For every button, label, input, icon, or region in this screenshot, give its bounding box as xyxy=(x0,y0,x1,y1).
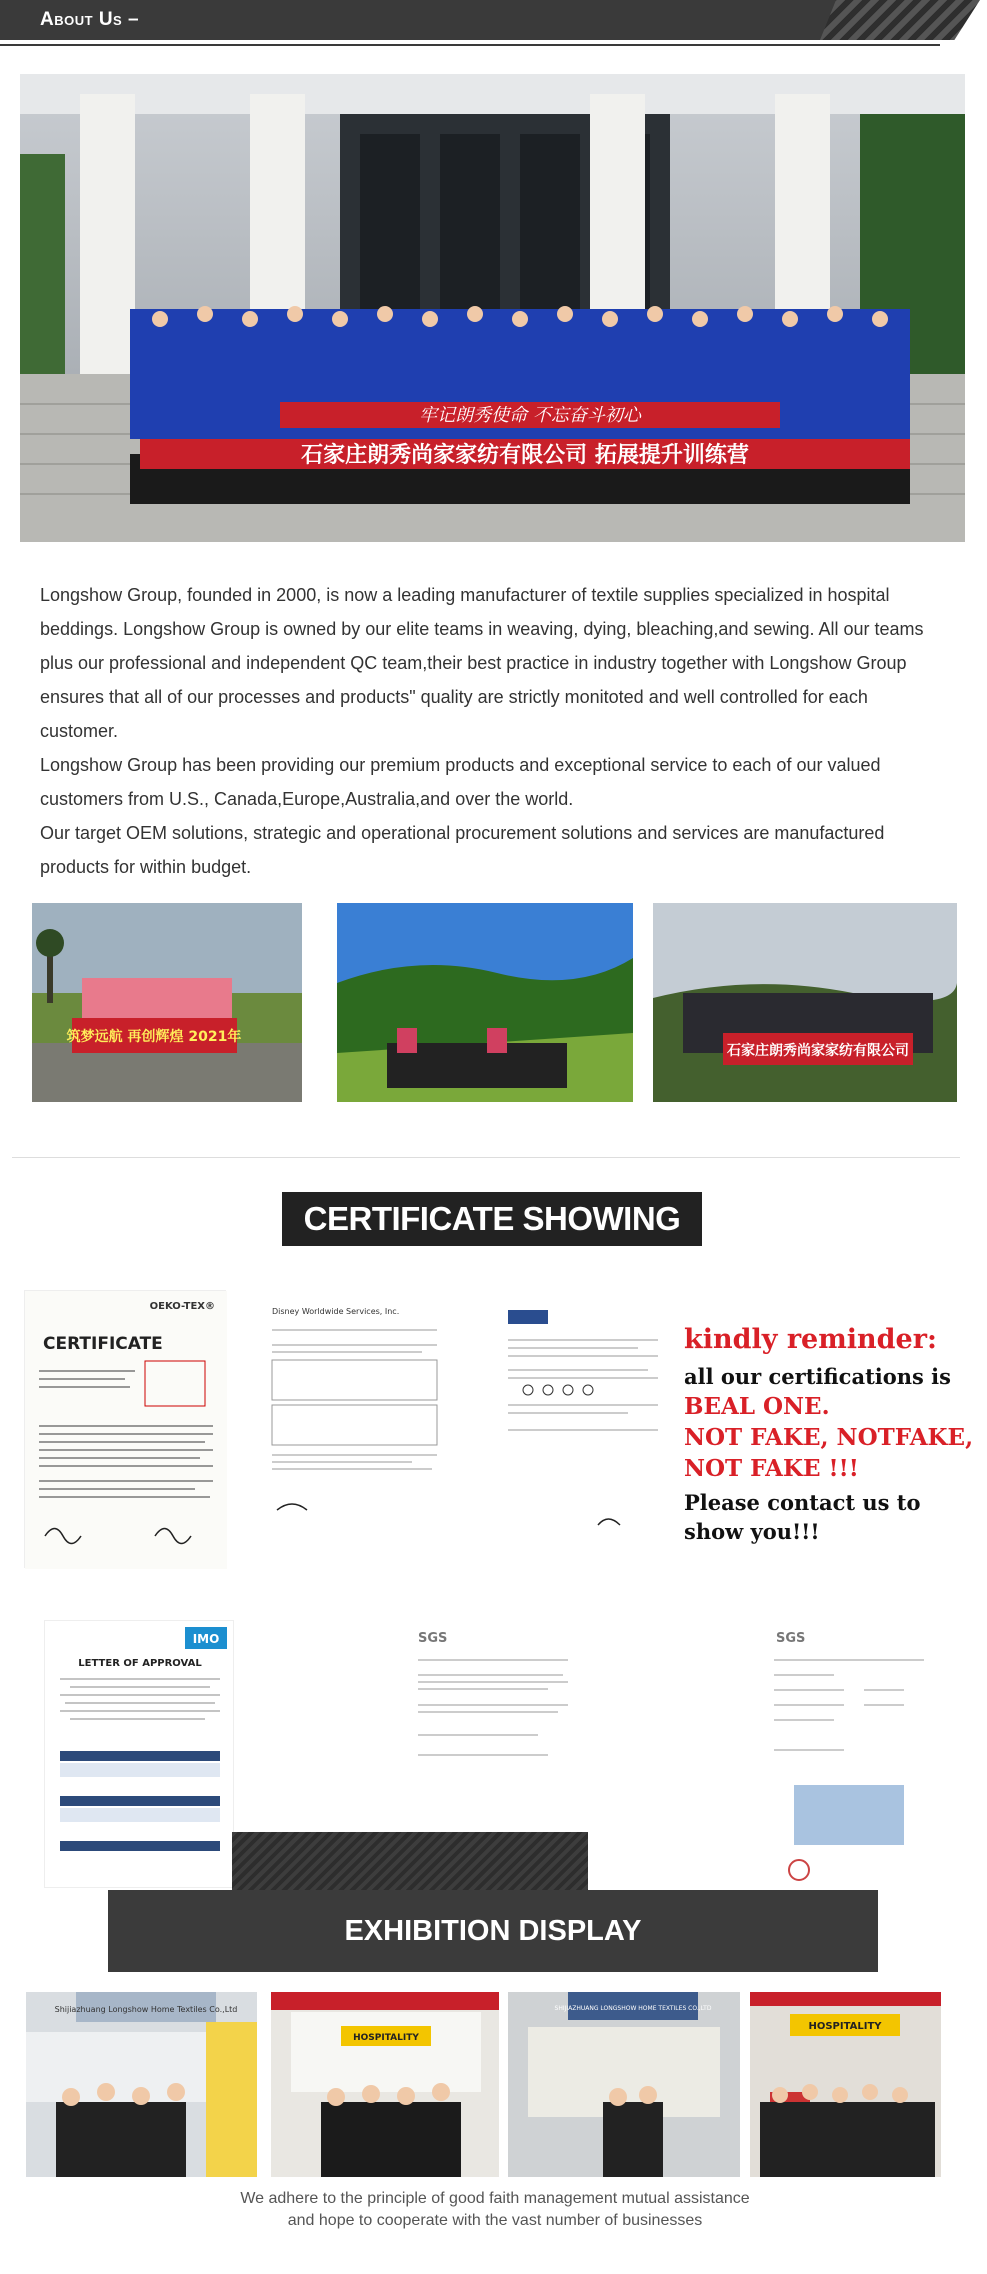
sgs2-logo: SGS xyxy=(776,1631,806,1646)
footer-line: We adhere to the principle of good faith management mutual assistance xyxy=(240,2190,750,2207)
company-introduction xyxy=(40,578,940,884)
reminder-title: kindly reminder: xyxy=(684,1324,937,1355)
section-divider xyxy=(12,1157,960,1158)
certificate-reminder xyxy=(684,1322,984,1546)
banner-top-text: 牢记朗秀使命 不忘奋斗初心 xyxy=(419,405,641,426)
header-bar xyxy=(0,0,960,40)
photo1-banner-text: 筑梦远航 再创辉煌 2021年 xyxy=(66,1029,242,1045)
reminder-line: all our certifications is xyxy=(684,1364,951,1389)
disney-document xyxy=(262,1300,447,1562)
imo-logo: IMO xyxy=(192,1632,220,1646)
reminder-line: NOT FAKE, NOTFAKE, xyxy=(684,1424,974,1451)
reminder-line: BEAL ONE. xyxy=(684,1393,830,1420)
imo-heading: LETTER OF APPROVAL xyxy=(78,1658,202,1669)
header-underline xyxy=(0,44,940,46)
header-title: About Us – xyxy=(40,9,140,30)
team-photo-1 xyxy=(32,903,302,1102)
exhibition-photo-2 xyxy=(271,1992,499,2177)
team-photo-3 xyxy=(653,903,957,1102)
sgs-report-2 xyxy=(754,1620,942,1888)
header-stripes xyxy=(820,0,980,40)
booth3-sign: SHIJIAZHUANG LONGSHOW HOME TEXTILES CO.,LTD xyxy=(554,2005,712,2012)
exhibition-photo-1 xyxy=(26,1992,257,2177)
oeko-heading: CERTIFICATE xyxy=(43,1334,163,1354)
disney-brand: Disney Worldwide Services, Inc. xyxy=(272,1307,400,1316)
exhibition-section-title: EXHIBITION DISPLAY xyxy=(108,1890,878,1972)
booth1-sign: Shijiazhuang Longshow Home Textiles Co.,Ltd xyxy=(54,2005,238,2014)
reminder-line: NOT FAKE !!! xyxy=(684,1455,859,1482)
exhibition-header-pattern xyxy=(232,1832,588,1892)
exhibition-photo-4 xyxy=(750,1992,941,2177)
intro-paragraph: Longshow Group, founded in 2000, is now a leading manufacturer of textile supplies specialized in hospital beddings. Longshow Group is owned by our elite teams in weaving, dying, bleaching,and sewing. All our teams plus our professional and independent QC team,their best practice in industry together with Longshow Group ensures that all of our processes and products" quality are strictly monitoted and well controlled for each customer. xyxy=(40,585,924,741)
photo3-banner-text: 石家庄朗秀尚家家纺有限公司 xyxy=(727,1043,909,1059)
imo-letter-of-approval xyxy=(44,1620,234,1888)
footer-line: and hope to cooperate with the vast number of businesses xyxy=(287,2212,703,2229)
reminder-line: Please contact us to show you!!! xyxy=(684,1490,921,1544)
team-photo-2 xyxy=(337,903,633,1102)
certificate-section-title: CERTIFICATE SHOWING xyxy=(282,1192,702,1246)
booth2-sign: HOSPITALITY xyxy=(353,2033,419,2043)
intro-paragraph: Our target OEM solutions, strategic and operational procurement solutions and services are manufactured products for within budget. xyxy=(40,823,885,877)
company-team-photo xyxy=(20,74,965,542)
oeko-tex-certificate xyxy=(24,1290,226,1568)
footer-statement xyxy=(150,2188,840,2232)
sgs1-logo: SGS xyxy=(418,1631,448,1646)
test-report-document xyxy=(488,1300,674,1562)
intro-paragraph: Longshow Group has been providing our premium products and exceptional service to each of our valued customers from U.S., Canada,Europe,Australia,and over the world. xyxy=(40,755,881,809)
banner-main-text: 石家庄朗秀尚家家纺有限公司 拓展提升训练营 xyxy=(301,443,749,468)
oeko-brand: OEKO-TEX® xyxy=(149,1301,215,1312)
exhibition-photo-3 xyxy=(508,1992,740,2177)
booth4-sign: HOSPITALITY xyxy=(808,2021,882,2032)
about-us-header xyxy=(0,0,987,44)
